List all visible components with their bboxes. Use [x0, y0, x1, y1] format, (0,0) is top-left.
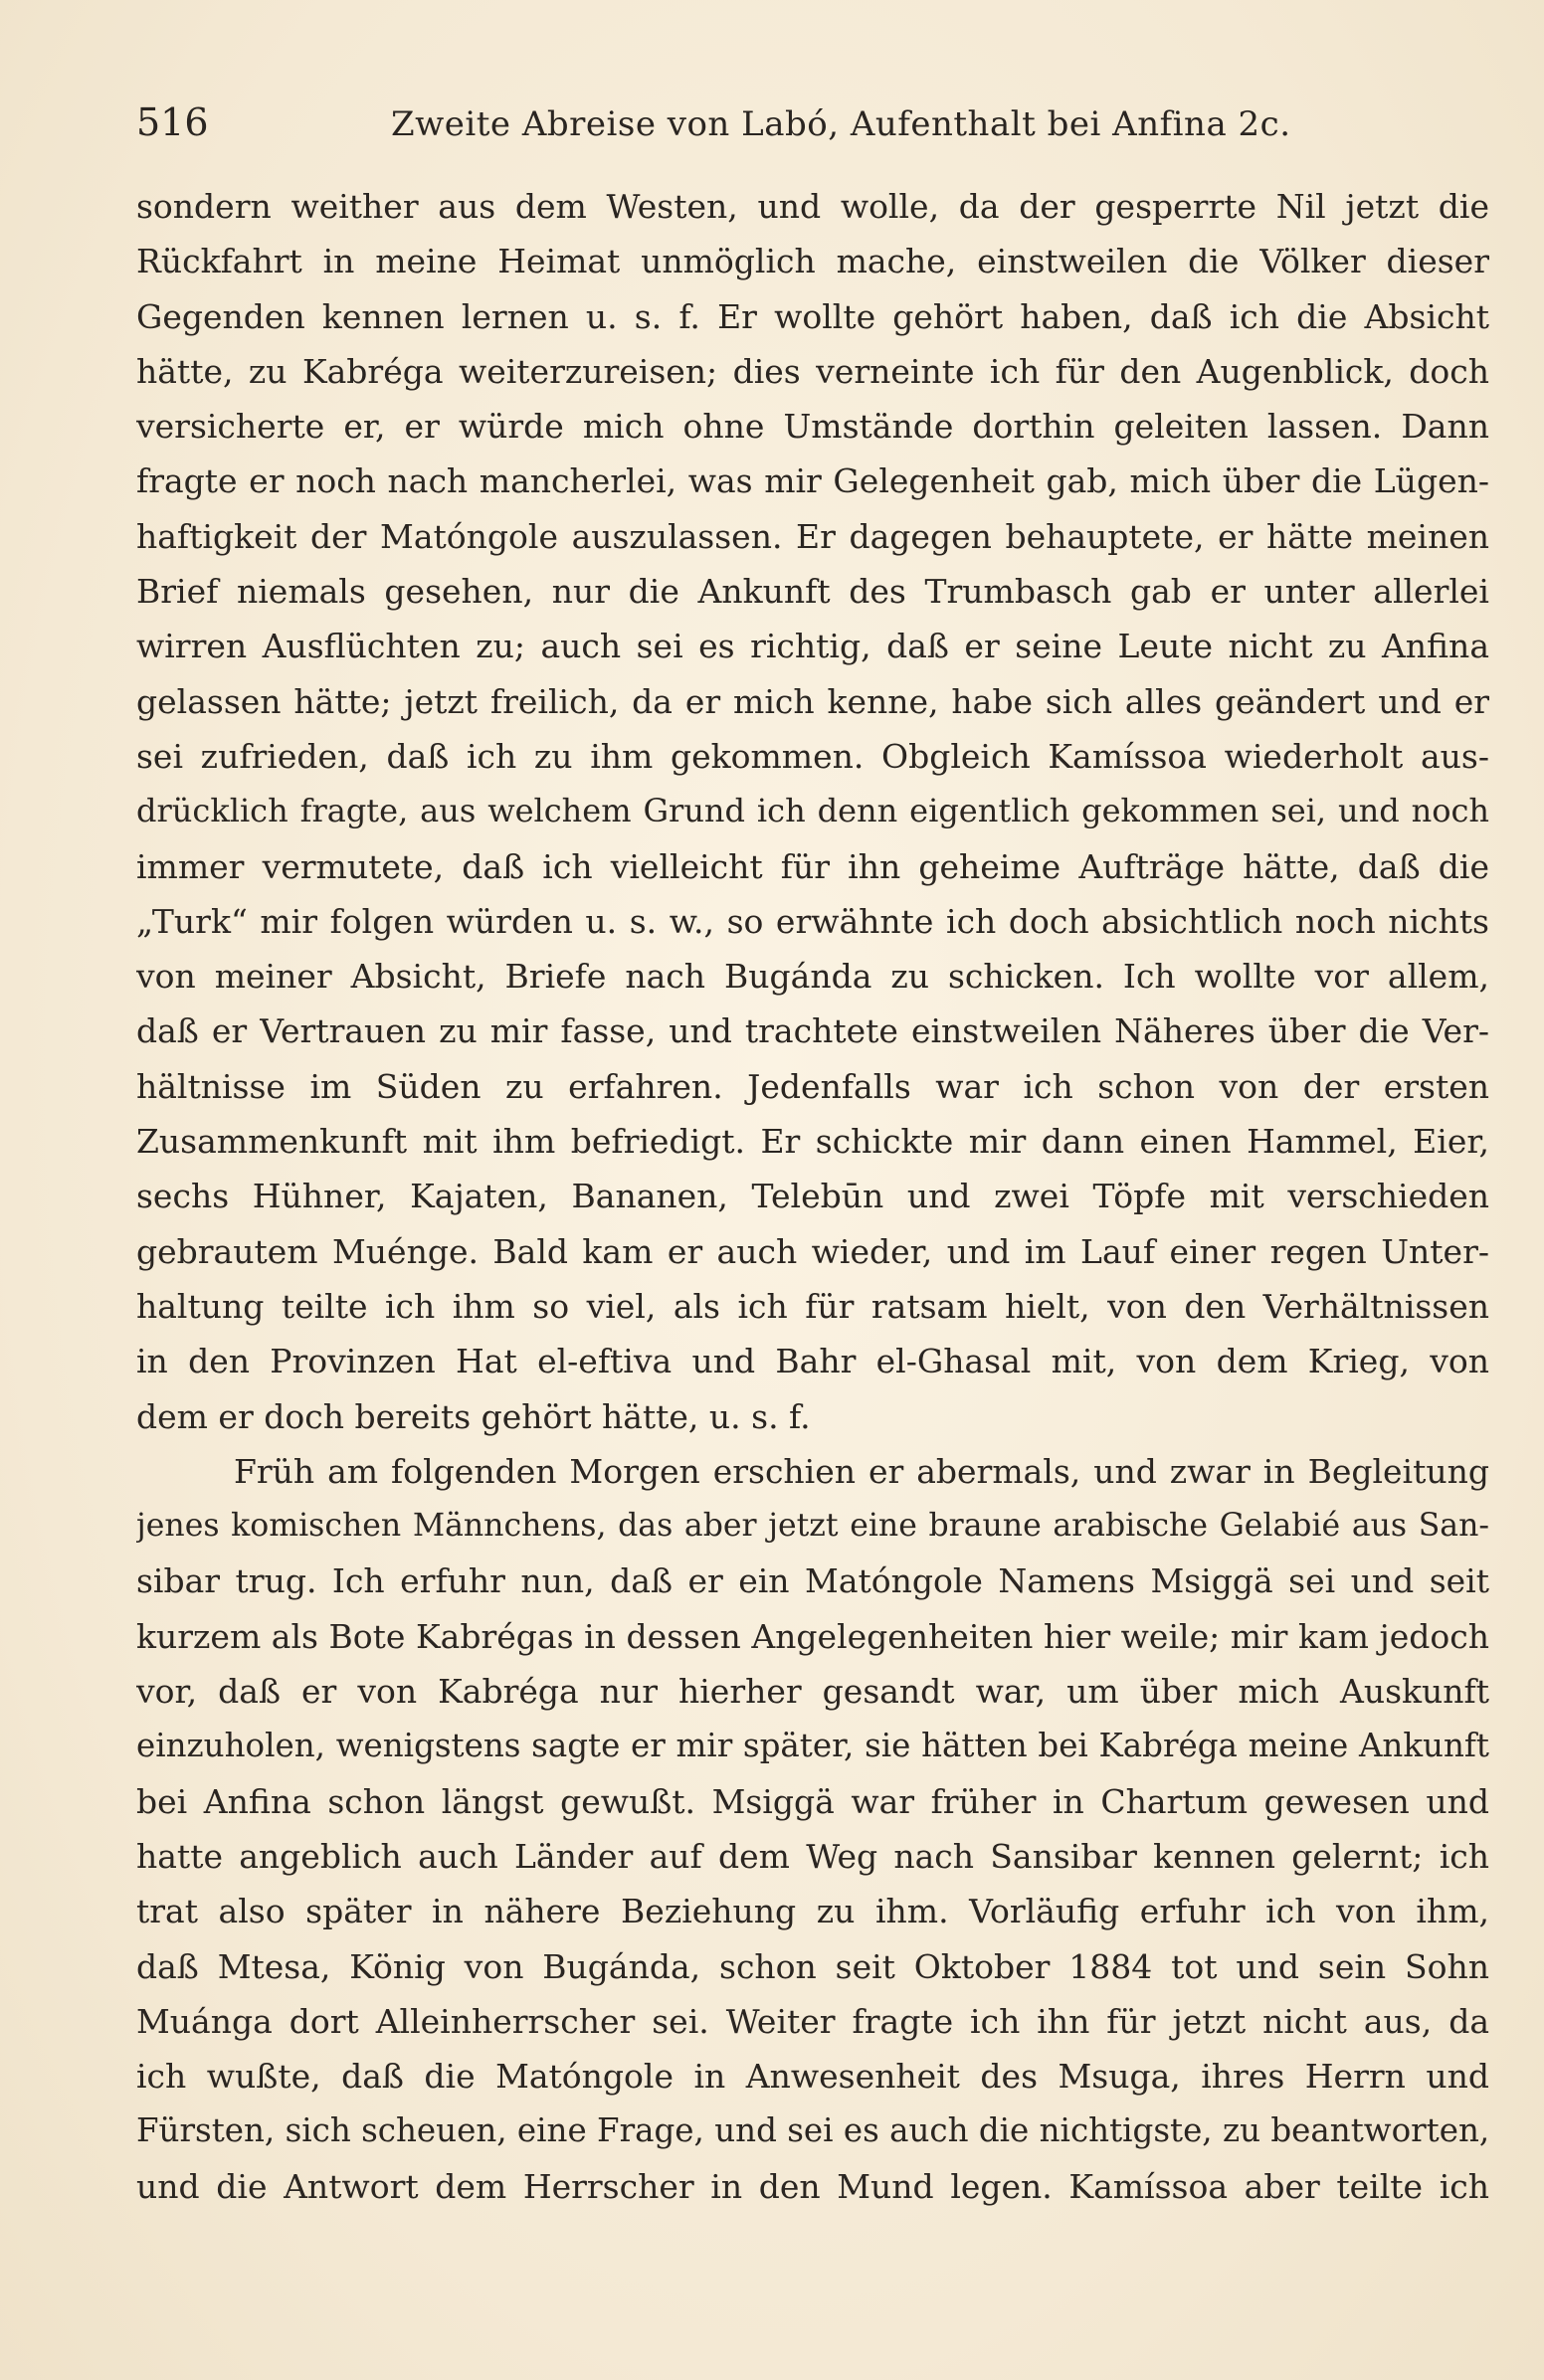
text-line: sechs Hühner, Kajaten, Bananen, Telebūn und zwei Töpfe mit verschieden [136, 1177, 1489, 1216]
text-line: ich wußte, daß die Matóngole in Anwesenheit des Msuga, ihres Herrn und [136, 2057, 1489, 2097]
text-line: und die Antwort dem Herrscher in den Mund legen. Kamíssoa aber teilte ich [136, 2166, 1489, 2206]
text-line: trat also später in nähere Beziehung zu ihm. Vorläufig erfuhr ich von ihm, [136, 1892, 1489, 1931]
text-line: hältnisse im Süden zu erfahren. Jedenfalls war ich schon von der ersten [136, 1066, 1489, 1106]
text-line: Gegenden kennen lernen u. s. f. Er wollte gehört haben, daß ich die Absicht [136, 296, 1489, 336]
text-line: sei zufrieden, daß ich zu ihm gekommen. Obgleich Kamíssoa wiederholt aus- [136, 736, 1489, 776]
page-number: 516 [136, 100, 209, 144]
text-line: haftigkeit der Matóngole auszulassen. Er dagegen behauptete, er hätte meinen [136, 516, 1489, 556]
text-line: haltung teilte ich ihm so viel, als ich für ratsam hielt, von den Verhältnissen [136, 1286, 1489, 1326]
text-line: gebrautem Muénge. Bald kam er auch wieder, und im Lauf einer regen Unter- [136, 1231, 1489, 1271]
text-line: einzuholen, wenigstens sagte er mir später, sie hätten bei Kabréga meine Ankunft [136, 1727, 1489, 1765]
text-line: drücklich fragte, aus welchem Grund ich denn eigentlich gekommen sei, und noch [136, 792, 1489, 830]
paragraph-1 [136, 179, 1489, 1444]
text-line: wirren Ausflüchten zu; auch sei es richtig, daß er seine Leute nicht zu Anfina [136, 627, 1489, 666]
body-text [136, 179, 1489, 2214]
text-line: bei Anfina schon längst gewußt. Msiggä war früher in Chartum gewesen und [136, 1781, 1489, 1821]
text-line: hatte angeblich auch Länder auf dem Weg nach Sansibar kennen gelernt; ich [136, 1836, 1489, 1876]
text-line: in den Provinzen Hat el-eftiva und Bahr el-Ghasal mit, von dem Krieg, von [136, 1342, 1489, 1381]
text-line: sibar trug. Ich erfuhr nun, daß er ein Matóngole Namens Msiggä sei und seit [136, 1561, 1489, 1601]
text-line: kurzem als Bote Kabrégas in dessen Angelegenheiten hier weile; mir kam jedoch [136, 1616, 1489, 1656]
text-line: „Turk“ mir folgen würden u. s. w., so erwähnte ich doch absichtlich noch nichts [136, 901, 1489, 941]
text-line: hätte, zu Kabréga weiterzureisen; dies verneinte ich für den Augenblick, doch [136, 351, 1489, 391]
text-line: sondern weither aus dem Westen, und wolle, da der gesperrte Nil jetzt die [136, 187, 1489, 226]
text-line: fragte er noch nach mancherlei, was mir Gelegenheit gab, mich über die Lügen- [136, 461, 1489, 501]
text-line: versicherte er, er würde mich ohne Umstände dorthin geleiten lassen. Dann [136, 407, 1489, 447]
text-line: vor, daß er von Kabréga nur hierher gesandt war, um über mich Auskunft [136, 1672, 1489, 1712]
text-line: Muánga dort Alleinherrscher sei. Weiter fragte ich ihn für jetzt nicht aus, da [136, 2001, 1489, 2041]
page-header [136, 95, 1489, 155]
text-line: gelassen hätte; jetzt freilich, da er mich kenne, habe sich alles geändert und er [136, 681, 1489, 721]
text-line: Brief niemals gesehen, nur die Ankunft des Trumbasch gab er unter allerlei [136, 572, 1489, 612]
paragraph-2 [136, 1444, 1489, 2214]
text-line: Zusammenkunft mit ihm befriedigt. Er schickte mir dann einen Hammel, Eier, [136, 1122, 1489, 1162]
text-line: daß er Vertrauen zu mir fasse, und trachtete einstweilen Näheres über die Ver- [136, 1011, 1489, 1051]
text-line: Fürsten, sich scheuen, eine Frage, und sei es auch die nichtigste, zu beantworten, [136, 2111, 1489, 2150]
text-line: Rückfahrt in meine Heimat unmöglich mache, einstweilen die Völker dieser [136, 242, 1489, 281]
text-line: immer vermutete, daß ich vielleicht für ihn geheime Aufträge hätte, daß die [136, 846, 1489, 886]
text-line: Früh am folgenden Morgen erschien er abermals, und zwar in Begleitung [234, 1451, 1489, 1491]
text-line: daß Mtesa, König von Bugánda, schon seit Oktober 1884 tot und sein Sohn [136, 1946, 1489, 1986]
text-line: von meiner Absicht, Briefe nach Bugánda zu schicken. Ich wollte vor allem, [136, 957, 1489, 997]
running-head: Zweite Abreise von Labó, Aufenthalt bei Anfina 2c. [391, 104, 1291, 144]
text-line: dem er doch bereits gehört hätte, u. s. f. [136, 1396, 811, 1436]
text-line: jenes komischen Männchens, das aber jetzt eine braune arabische Gelabié aus San- [136, 1508, 1489, 1545]
